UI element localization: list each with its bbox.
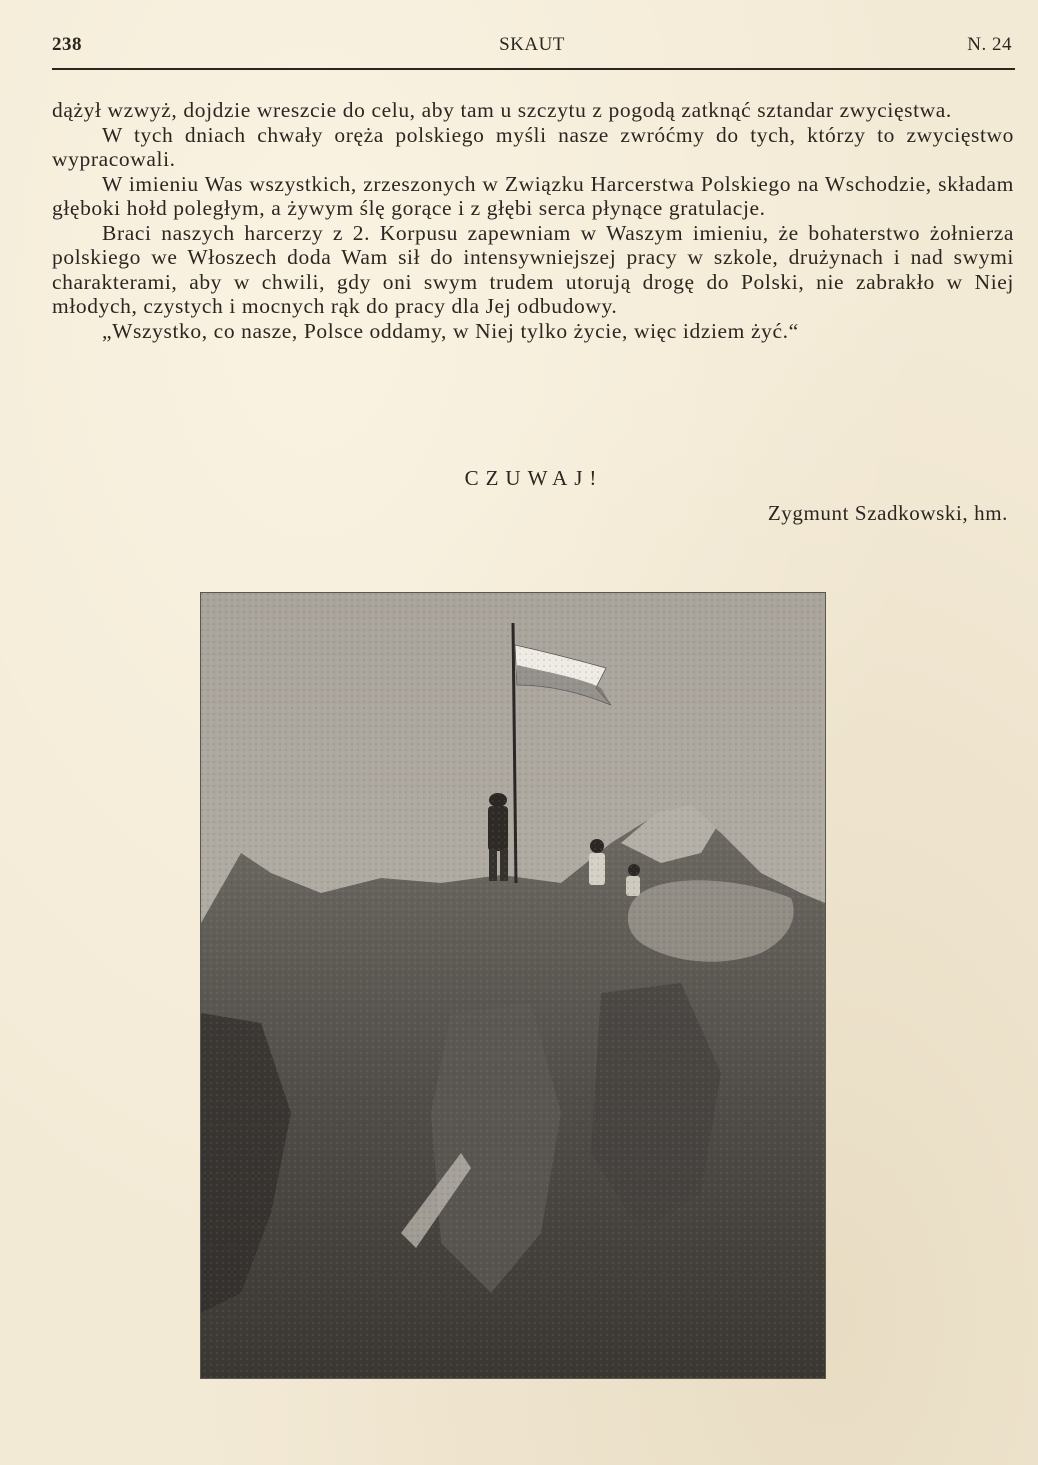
paragraph-2: W tych dniach chwały oręża polskiego myśli nasze zwróćmy do tych, którzy to zwycięstwo wypracowali.	[52, 122, 1014, 171]
paragraph-1: dążył wzwyż, dojdzie wreszcie do celu, aby tam u szczytu z pogodą zatknąć sztandar zwycięstwa.	[52, 98, 952, 122]
author-signature: Zygmunt Szadkowski, hm.	[767, 501, 1008, 525]
running-header	[52, 34, 1012, 62]
paragraph-4: Braci naszych harcerzy z 2. Korpusu zapewniam w Waszym imieniu, że bohaterstwo żołnierza polskiego we Włoszech doda Wam sił do intensywniejszej pracy w szkole, drużynach i nad swymi charakterami, aby w chwili, gdy oni swym trudem utorują drogę do Polski, nie zabrakło w Niej młodych, czystych i mocnych rąk do pracy dla Jej odbudowy.	[52, 220, 1014, 318]
paragraph-3: W imieniu Was wszystkich, zrzeszonych w Związku Harcerstwa Polskiego na Wschodzie, składam głęboki hołd poległym, a żywym ślę gorące i z głębi serca płynące gratulacje.	[52, 171, 1014, 220]
photo-illustration	[201, 593, 825, 1378]
journal-title: SKAUT	[499, 34, 565, 55]
photo-grain	[201, 593, 825, 1378]
photograph-flag-on-ruins	[200, 592, 826, 1379]
article-body	[52, 98, 1014, 343]
header-rule	[52, 68, 1015, 70]
paragraph-5: „Wszystko, co nasze, Polsce oddamy, w Niej tylko życie, więc idziem żyć.“	[102, 318, 799, 343]
closing-motto: CZUWAJ!	[464, 466, 604, 490]
issue-number: N. 24	[967, 34, 1012, 55]
page-number: 238	[52, 34, 82, 55]
